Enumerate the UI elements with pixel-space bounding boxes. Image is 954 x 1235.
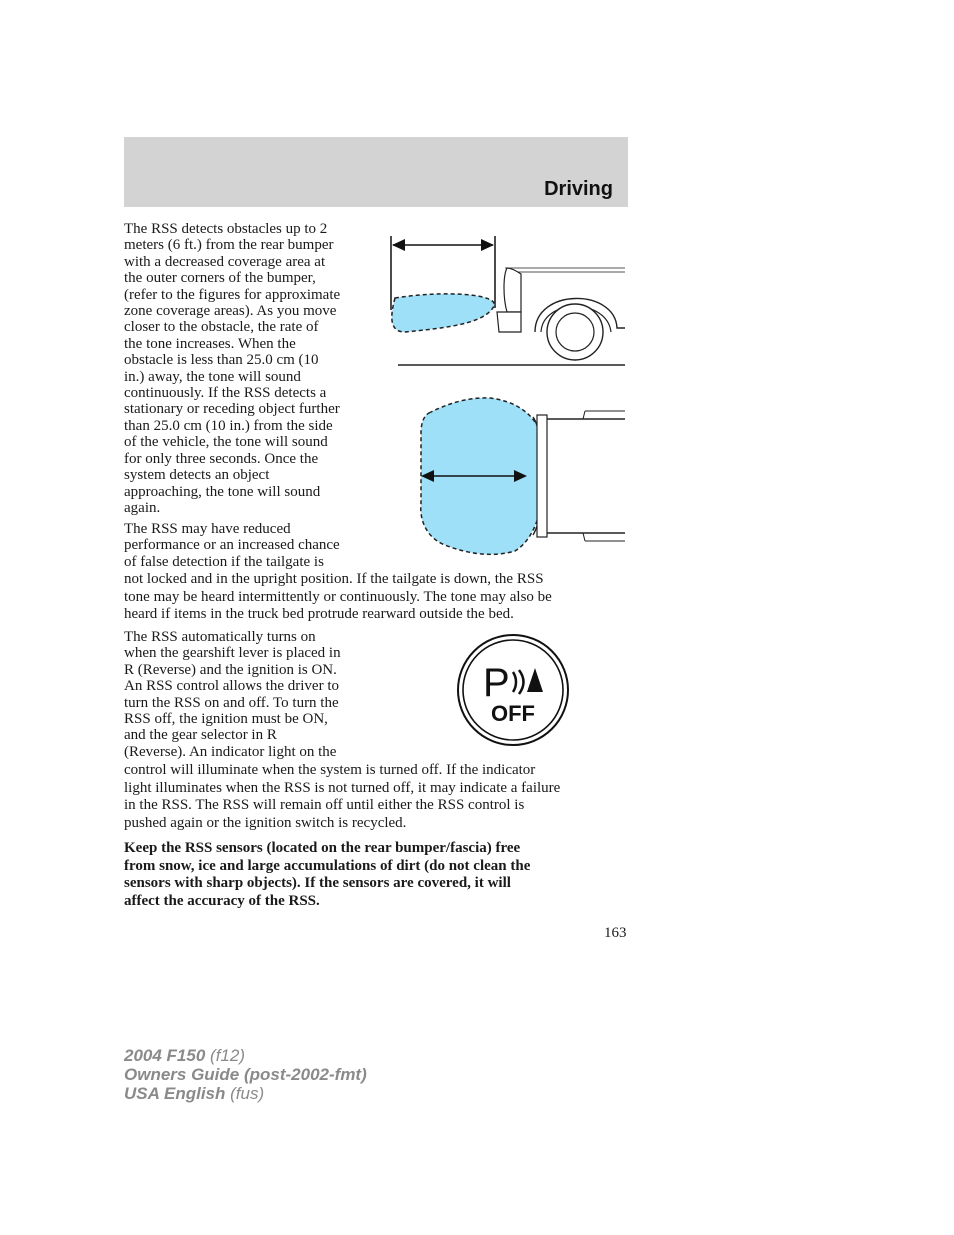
text-line: the tone increases. When the (124, 335, 296, 352)
top-coverage-figure (415, 393, 630, 559)
footer-model: 2004 F150 (124, 1046, 206, 1065)
text-line: The RSS detects obstacles up to 2 (124, 221, 328, 237)
text-line: Keep the RSS sensors (located on the rear bumper/fascia) free (124, 840, 521, 856)
footer-model-code: (f12) (210, 1046, 245, 1065)
section-title: Driving (544, 178, 613, 200)
footer-language: USA English (124, 1084, 226, 1103)
paragraph-tailgate-narrow (124, 521, 340, 570)
warning-paragraph (124, 840, 530, 910)
text-line: turn the RSS on and off. To turn the (124, 694, 339, 711)
text-line: (Reverse). An indicator light on the (124, 743, 337, 760)
text-line: not locked and in the upright position. If the tailgate is down, the RSS (124, 571, 544, 587)
text-line: An RSS control allows the driver to (124, 678, 339, 695)
text-line: (refer to the figures for approximate (124, 286, 341, 303)
side-coverage-figure (385, 228, 630, 370)
text-line: affect the accuracy of the RSS. (124, 892, 320, 909)
text-line: again. (124, 499, 161, 516)
text-line: stationary or receding object further (124, 401, 340, 418)
text-line: The RSS may have reduced (124, 521, 291, 537)
text-line: from snow, ice and large accumulations of dirt (do not clean the (124, 857, 531, 874)
text-line: The RSS automatically turns on (124, 629, 316, 645)
text-line: pushed again or the ignition switch is recycled. (124, 814, 407, 831)
text-line: with a decreased coverage area at (124, 253, 326, 270)
text-line: heard if items in the truck bed protrude rearward outside the bed. (124, 606, 514, 623)
text-line: in the RSS. The RSS will remain off until either the RSS control is (124, 797, 525, 814)
text-line: closer to the obstacle, the rate of (124, 319, 319, 336)
text-line: performance or an increased chance (124, 537, 340, 554)
text-line: in.) away, the tone will sound (124, 368, 301, 385)
text-line: RSS off, the ignition must be ON, (124, 711, 328, 728)
text-line: and the gear selector in R (124, 727, 277, 744)
rss-off-button-icon (455, 632, 571, 748)
footer-language-code: (fus) (230, 1084, 265, 1103)
text-line: tone may be heard intermittently or continuously. The tone may also be (124, 588, 552, 605)
text-line: light illuminates when the RSS is not turned off, it may indicate a failure (124, 779, 561, 796)
footer-guide: Owners Guide (post-2002-fmt) (124, 1065, 367, 1084)
text-line: R (Reverse) and the ignition is ON. (124, 661, 337, 678)
text-line: sensors with sharp objects). If the sensors are covered, it will (124, 875, 511, 892)
rss-button-label: OFF (491, 701, 535, 726)
document-footer (124, 1046, 367, 1103)
text-line: for only three seconds. Once the (124, 450, 319, 467)
section-header-band (124, 137, 628, 207)
text-line: control will illuminate when the system is turned off. If the indicator (124, 762, 536, 778)
footer-line-model (124, 1046, 367, 1065)
text-line: of false detection if the tailgate is (124, 553, 324, 570)
text-line: system detects an object (124, 467, 270, 484)
text-line: zone coverage areas). As you move (124, 303, 337, 320)
paragraph-detection-range (124, 221, 340, 516)
footer-line-language (124, 1084, 367, 1103)
footer-line-guide (124, 1065, 367, 1084)
rss-button-letter: P (483, 661, 510, 705)
text-line: when the gearshift lever is placed in (124, 645, 341, 662)
paragraph-tailgate-full (124, 571, 552, 624)
paragraph-activation-full (124, 762, 560, 832)
page-number: 163 (604, 925, 627, 941)
text-line: continuously. If the RSS detects a (124, 385, 327, 402)
text-line: approaching, the tone will sound (124, 483, 321, 500)
text-line: meters (6 ft.) from the rear bumper (124, 237, 334, 254)
paragraph-activation-narrow (124, 629, 341, 760)
text-line: the outer corners of the bumper, (124, 270, 316, 287)
text-line: obstacle is less than 25.0 cm (10 (124, 352, 319, 369)
text-line: of the vehicle, the tone will sound (124, 434, 328, 451)
text-line: than 25.0 cm (10 in.) from the side (124, 417, 333, 434)
